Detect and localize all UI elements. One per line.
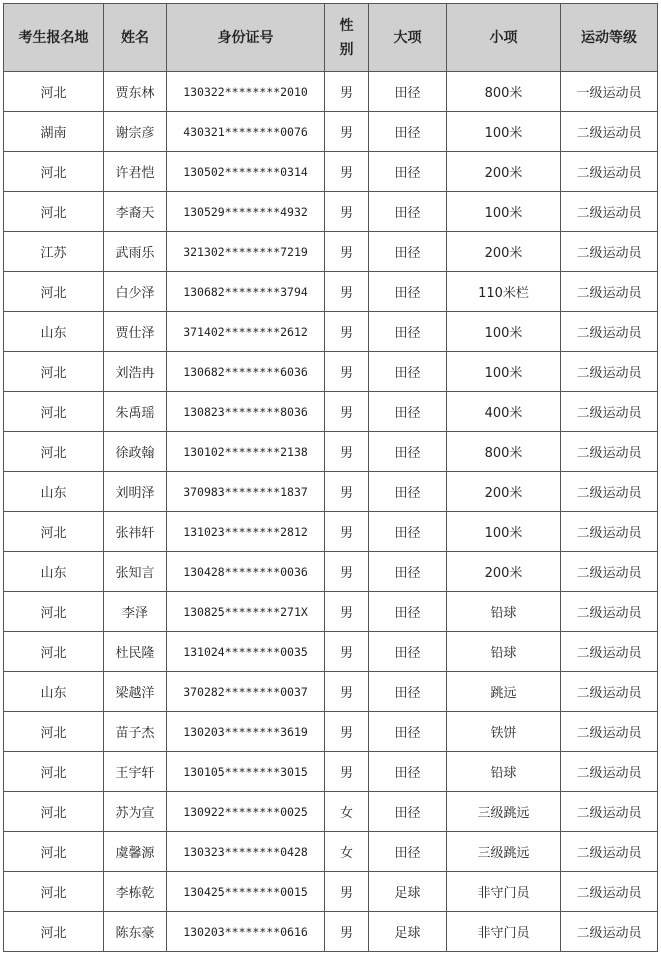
cell-id-number: 130428********0036 <box>167 552 325 592</box>
cell-gender: 女 <box>325 832 369 872</box>
cell-region: 河北 <box>4 712 104 752</box>
cell-event: 100米 <box>447 112 561 152</box>
cell-event: 铁饼 <box>447 712 561 752</box>
cell-id-number: 130203********3619 <box>167 712 325 752</box>
cell-region: 山东 <box>4 552 104 592</box>
cell-id-number: 130682********3794 <box>167 272 325 312</box>
cell-event: 非守门员 <box>447 872 561 912</box>
cell-category: 田径 <box>369 752 447 792</box>
cell-region: 江苏 <box>4 232 104 272</box>
cell-category: 田径 <box>369 392 447 432</box>
cell-event: 800米 <box>447 432 561 472</box>
header-row <box>4 4 658 72</box>
cell-category: 田径 <box>369 672 447 712</box>
cell-level: 二级运动员 <box>561 472 658 512</box>
table-row <box>4 592 658 632</box>
cell-level: 二级运动员 <box>561 712 658 752</box>
cell-category: 田径 <box>369 832 447 872</box>
cell-event: 200米 <box>447 552 561 592</box>
cell-event: 三级跳远 <box>447 832 561 872</box>
header-event: 小项 <box>447 4 561 72</box>
cell-level: 二级运动员 <box>561 672 658 712</box>
cell-gender: 女 <box>325 792 369 832</box>
table-row <box>4 912 658 952</box>
cell-event: 100米 <box>447 512 561 552</box>
table-row <box>4 232 658 272</box>
cell-id-number: 131024********0035 <box>167 632 325 672</box>
cell-name: 李泽 <box>104 592 167 632</box>
cell-gender: 男 <box>325 872 369 912</box>
cell-level: 二级运动员 <box>561 432 658 472</box>
table-row <box>4 832 658 872</box>
cell-region: 山东 <box>4 472 104 512</box>
cell-category: 田径 <box>369 72 447 112</box>
table-row <box>4 192 658 232</box>
cell-gender: 男 <box>325 632 369 672</box>
cell-level: 二级运动员 <box>561 792 658 832</box>
cell-id-number: 130322********2010 <box>167 72 325 112</box>
cell-category: 田径 <box>369 192 447 232</box>
cell-region: 河北 <box>4 832 104 872</box>
cell-region: 湖南 <box>4 112 104 152</box>
cell-gender: 男 <box>325 232 369 272</box>
cell-id-number: 130203********0616 <box>167 912 325 952</box>
cell-level: 二级运动员 <box>561 312 658 352</box>
table-row <box>4 512 658 552</box>
cell-event: 110米栏 <box>447 272 561 312</box>
cell-event: 非守门员 <box>447 912 561 952</box>
cell-region: 河北 <box>4 352 104 392</box>
cell-gender: 男 <box>325 592 369 632</box>
cell-level: 二级运动员 <box>561 592 658 632</box>
cell-region: 河北 <box>4 792 104 832</box>
cell-id-number: 130825********271X <box>167 592 325 632</box>
header-region: 考生报名地 <box>4 4 104 72</box>
cell-gender: 男 <box>325 752 369 792</box>
cell-gender: 男 <box>325 512 369 552</box>
cell-gender: 男 <box>325 472 369 512</box>
table-row <box>4 712 658 752</box>
cell-name: 李裔天 <box>104 192 167 232</box>
cell-category: 田径 <box>369 352 447 392</box>
cell-region: 河北 <box>4 152 104 192</box>
cell-name: 张祎轩 <box>104 512 167 552</box>
cell-id-number: 370282********0037 <box>167 672 325 712</box>
cell-level: 二级运动员 <box>561 152 658 192</box>
cell-category: 田径 <box>369 272 447 312</box>
cell-region: 河北 <box>4 192 104 232</box>
cell-gender: 男 <box>325 352 369 392</box>
athlete-roster-table <box>3 3 658 952</box>
cell-id-number: 371402********2612 <box>167 312 325 352</box>
cell-gender: 男 <box>325 72 369 112</box>
cell-id-number: 130323********0428 <box>167 832 325 872</box>
cell-gender: 男 <box>325 432 369 472</box>
table-body <box>4 72 658 952</box>
cell-category: 田径 <box>369 152 447 192</box>
table-row <box>4 152 658 192</box>
cell-name: 张知言 <box>104 552 167 592</box>
cell-region: 河北 <box>4 752 104 792</box>
cell-name: 苗子杰 <box>104 712 167 752</box>
header-id-number: 身份证号 <box>167 4 325 72</box>
cell-level: 二级运动员 <box>561 632 658 672</box>
cell-level: 二级运动员 <box>561 112 658 152</box>
cell-id-number: 130105********3015 <box>167 752 325 792</box>
cell-gender: 男 <box>325 312 369 352</box>
cell-region: 山东 <box>4 672 104 712</box>
cell-event: 铅球 <box>447 632 561 672</box>
cell-name: 苏为宣 <box>104 792 167 832</box>
cell-gender: 男 <box>325 912 369 952</box>
cell-event: 200米 <box>447 472 561 512</box>
cell-level: 二级运动员 <box>561 192 658 232</box>
cell-id-number: 321302********7219 <box>167 232 325 272</box>
cell-name: 贾仕泽 <box>104 312 167 352</box>
cell-event: 铅球 <box>447 592 561 632</box>
cell-name: 白少泽 <box>104 272 167 312</box>
cell-id-number: 130102********2138 <box>167 432 325 472</box>
cell-id-number: 131023********2812 <box>167 512 325 552</box>
cell-name: 梁越洋 <box>104 672 167 712</box>
cell-level: 二级运动员 <box>561 752 658 792</box>
table-row <box>4 272 658 312</box>
table-row <box>4 672 658 712</box>
cell-region: 河北 <box>4 392 104 432</box>
cell-level: 二级运动员 <box>561 832 658 872</box>
cell-name: 刘明泽 <box>104 472 167 512</box>
cell-name: 李栋乾 <box>104 872 167 912</box>
cell-name: 谢宗彦 <box>104 112 167 152</box>
cell-name: 朱禹瑶 <box>104 392 167 432</box>
cell-name: 徐政翰 <box>104 432 167 472</box>
cell-category: 田径 <box>369 312 447 352</box>
cell-category: 田径 <box>369 592 447 632</box>
cell-category: 田径 <box>369 112 447 152</box>
cell-category: 足球 <box>369 872 447 912</box>
cell-id-number: 130682********6036 <box>167 352 325 392</box>
cell-name: 虞馨源 <box>104 832 167 872</box>
cell-id-number: 370983********1837 <box>167 472 325 512</box>
cell-region: 河北 <box>4 872 104 912</box>
cell-gender: 男 <box>325 112 369 152</box>
table-row <box>4 112 658 152</box>
cell-name: 陈东豪 <box>104 912 167 952</box>
cell-gender: 男 <box>325 152 369 192</box>
cell-gender: 男 <box>325 712 369 752</box>
cell-region: 山东 <box>4 312 104 352</box>
cell-event: 200米 <box>447 232 561 272</box>
cell-level: 二级运动员 <box>561 552 658 592</box>
cell-category: 田径 <box>369 552 447 592</box>
header-gender-line2: 别 <box>339 41 354 58</box>
cell-event: 100米 <box>447 352 561 392</box>
cell-region: 河北 <box>4 632 104 672</box>
cell-event: 100米 <box>447 312 561 352</box>
cell-level: 二级运动员 <box>561 392 658 432</box>
cell-name: 许君恺 <box>104 152 167 192</box>
cell-category: 田径 <box>369 792 447 832</box>
cell-gender: 男 <box>325 272 369 312</box>
cell-region: 河北 <box>4 912 104 952</box>
cell-category: 田径 <box>369 512 447 552</box>
cell-id-number: 130425********0015 <box>167 872 325 912</box>
cell-name: 贾东林 <box>104 72 167 112</box>
cell-id-number: 130502********0314 <box>167 152 325 192</box>
cell-gender: 男 <box>325 192 369 232</box>
cell-level: 二级运动员 <box>561 872 658 912</box>
table-row <box>4 352 658 392</box>
header-category: 大项 <box>369 4 447 72</box>
cell-gender: 男 <box>325 672 369 712</box>
cell-category: 田径 <box>369 472 447 512</box>
table-row <box>4 632 658 672</box>
table-row <box>4 752 658 792</box>
cell-name: 武雨乐 <box>104 232 167 272</box>
cell-level: 一级运动员 <box>561 72 658 112</box>
cell-region: 河北 <box>4 592 104 632</box>
cell-level: 二级运动员 <box>561 352 658 392</box>
table-row <box>4 432 658 472</box>
table-row <box>4 552 658 592</box>
cell-region: 河北 <box>4 272 104 312</box>
cell-id-number: 130823********8036 <box>167 392 325 432</box>
cell-event: 跳远 <box>447 672 561 712</box>
table-row <box>4 72 658 112</box>
table-header <box>4 4 658 72</box>
cell-event: 三级跳远 <box>447 792 561 832</box>
table-row <box>4 472 658 512</box>
header-gender <box>325 4 369 72</box>
cell-name: 刘浩冉 <box>104 352 167 392</box>
cell-event: 800米 <box>447 72 561 112</box>
cell-region: 河北 <box>4 72 104 112</box>
header-level: 运动等级 <box>561 4 658 72</box>
cell-id-number: 130922********0025 <box>167 792 325 832</box>
cell-id-number: 430321********0076 <box>167 112 325 152</box>
cell-category: 田径 <box>369 232 447 272</box>
table-row <box>4 792 658 832</box>
cell-id-number: 130529********4932 <box>167 192 325 232</box>
cell-gender: 男 <box>325 392 369 432</box>
cell-category: 田径 <box>369 632 447 672</box>
cell-event: 100米 <box>447 192 561 232</box>
header-gender-line1: 性 <box>339 17 354 34</box>
cell-region: 河北 <box>4 512 104 552</box>
cell-category: 田径 <box>369 432 447 472</box>
table-row <box>4 872 658 912</box>
table-row <box>4 312 658 352</box>
cell-event: 400米 <box>447 392 561 432</box>
header-name: 姓名 <box>104 4 167 72</box>
cell-region: 河北 <box>4 432 104 472</box>
cell-category: 田径 <box>369 712 447 752</box>
cell-event: 200米 <box>447 152 561 192</box>
cell-level: 二级运动员 <box>561 232 658 272</box>
cell-gender: 男 <box>325 552 369 592</box>
cell-level: 二级运动员 <box>561 912 658 952</box>
cell-event: 铅球 <box>447 752 561 792</box>
cell-level: 二级运动员 <box>561 512 658 552</box>
cell-category: 足球 <box>369 912 447 952</box>
cell-name: 杜民隆 <box>104 632 167 672</box>
table-row <box>4 392 658 432</box>
cell-level: 二级运动员 <box>561 272 658 312</box>
cell-name: 王宇轩 <box>104 752 167 792</box>
